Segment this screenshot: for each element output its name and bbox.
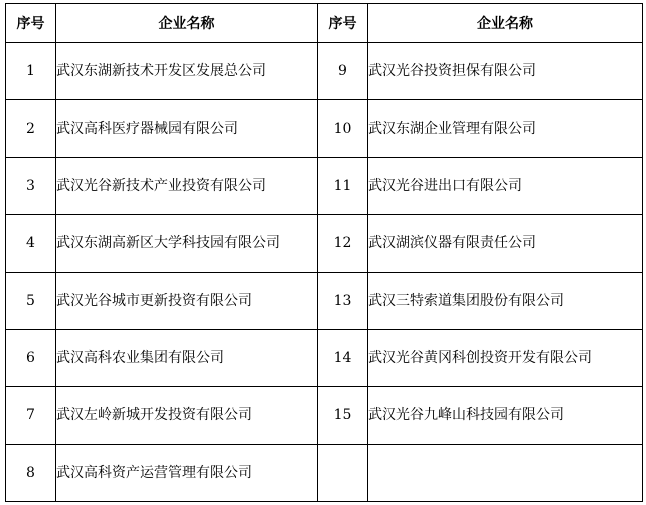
- right-seq-cell: 9: [318, 43, 368, 100]
- right-company-cell: 武汉光谷进出口有限公司: [368, 157, 643, 214]
- left-company-cell: 武汉光谷城市更新投资有限公司: [56, 272, 318, 329]
- right-seq-cell: 13: [318, 272, 368, 329]
- right-seq-cell: 11: [318, 157, 368, 214]
- left-seq-cell: 2: [6, 100, 56, 157]
- table-row: [6, 215, 643, 272]
- table-header: [6, 4, 643, 43]
- table-body: [6, 43, 643, 502]
- right-seq-cell: 10: [318, 100, 368, 157]
- left-company-cell: 武汉左岭新城开发投资有限公司: [56, 387, 318, 444]
- header-name-right: 企业名称: [368, 4, 643, 43]
- table-row: [6, 444, 643, 501]
- right-company-cell: 武汉湖滨仪器有限责任公司: [368, 215, 643, 272]
- header-row: [6, 4, 643, 43]
- right-seq-cell: 15: [318, 387, 368, 444]
- left-company-cell: 武汉光谷新技术产业投资有限公司: [56, 157, 318, 214]
- left-company-cell: 武汉高科医疗器械园有限公司: [56, 100, 318, 157]
- table-row: [6, 100, 643, 157]
- right-seq-cell: 12: [318, 215, 368, 272]
- left-seq-cell: 8: [6, 444, 56, 501]
- company-table: [5, 3, 643, 502]
- left-company-cell: 武汉高科资产运营管理有限公司: [56, 444, 318, 501]
- left-seq-cell: 6: [6, 329, 56, 386]
- left-seq-cell: 7: [6, 387, 56, 444]
- left-seq-cell: 1: [6, 43, 56, 100]
- left-seq-cell: 5: [6, 272, 56, 329]
- left-company-cell: 武汉东湖新技术开发区发展总公司: [56, 43, 318, 100]
- right-company-cell: [368, 444, 643, 501]
- header-name-left: 企业名称: [56, 4, 318, 43]
- left-company-cell: 武汉东湖高新区大学科技园有限公司: [56, 215, 318, 272]
- left-seq-cell: 4: [6, 215, 56, 272]
- right-company-cell: 武汉光谷投资担保有限公司: [368, 43, 643, 100]
- right-seq-cell: 14: [318, 329, 368, 386]
- table-row: [6, 43, 643, 100]
- right-company-cell: 武汉东湖企业管理有限公司: [368, 100, 643, 157]
- right-seq-cell: [318, 444, 368, 501]
- table-row: [6, 272, 643, 329]
- left-company-cell: 武汉高科农业集团有限公司: [56, 329, 318, 386]
- table-row: [6, 329, 643, 386]
- table-row: [6, 387, 643, 444]
- right-company-cell: 武汉光谷黄冈科创投资开发有限公司: [368, 329, 643, 386]
- left-seq-cell: 3: [6, 157, 56, 214]
- right-company-cell: 武汉光谷九峰山科技园有限公司: [368, 387, 643, 444]
- right-company-cell: 武汉三特索道集团股份有限公司: [368, 272, 643, 329]
- header-seq-left: 序号: [6, 4, 56, 43]
- table-row: [6, 157, 643, 214]
- header-seq-right: 序号: [318, 4, 368, 43]
